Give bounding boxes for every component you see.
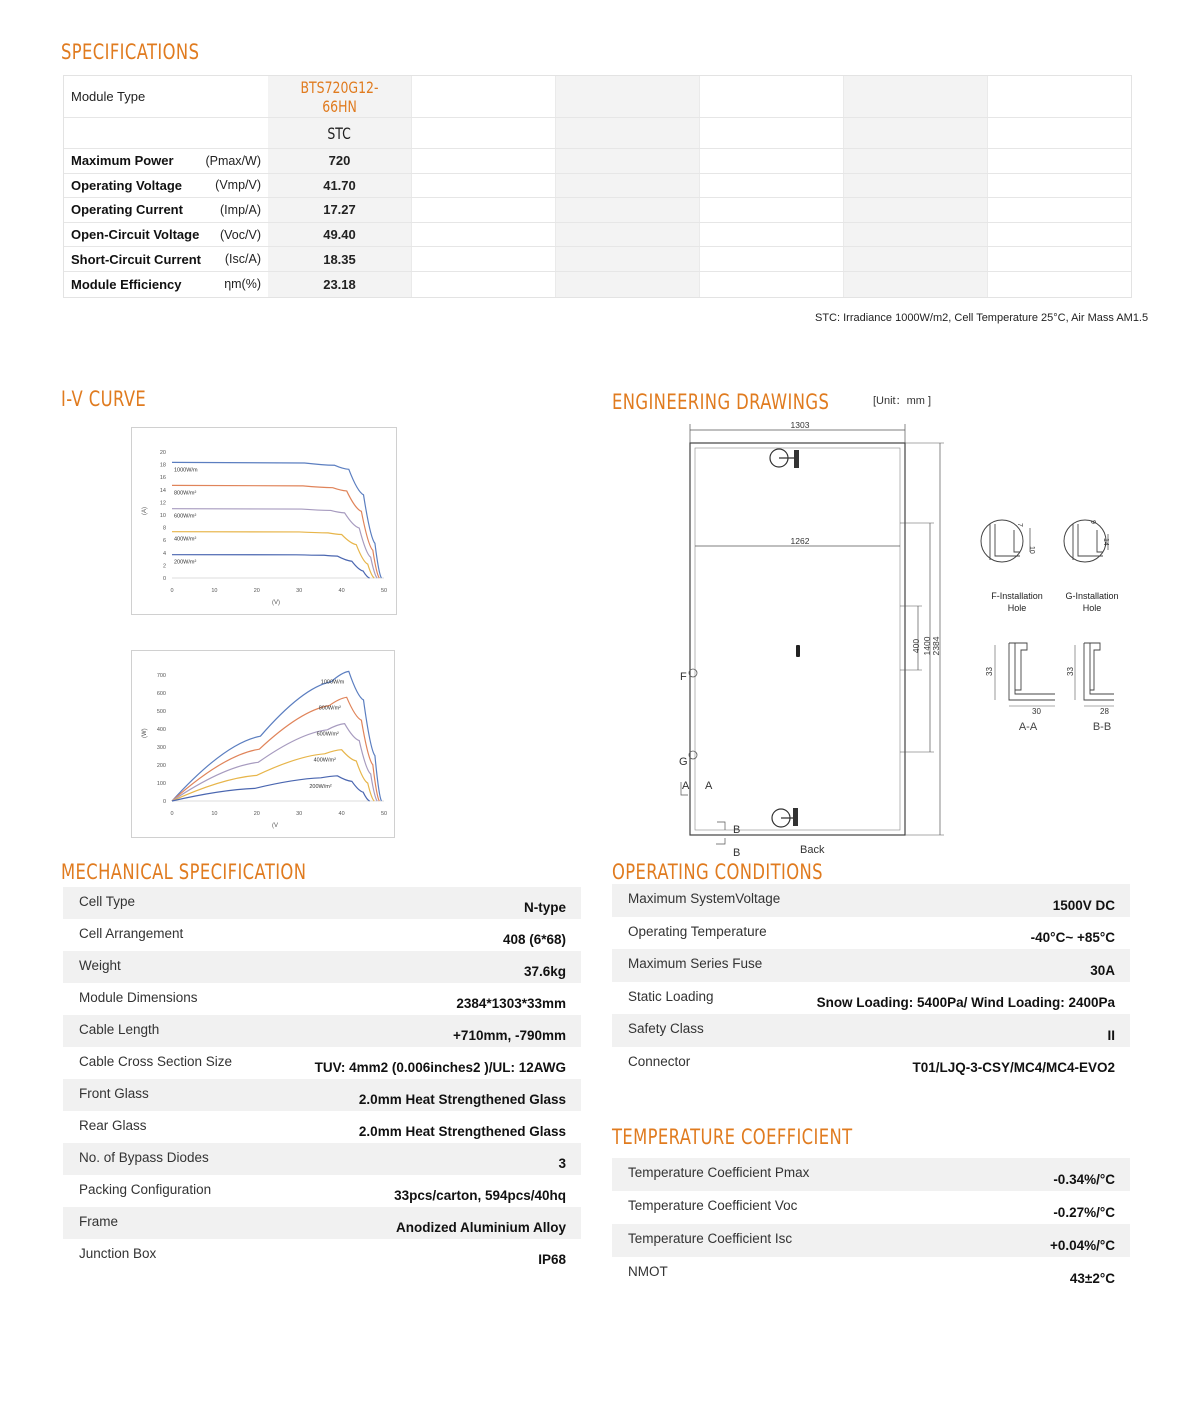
b-dim-width: 28 xyxy=(1100,707,1109,716)
module-inner-outline xyxy=(695,448,900,830)
kv-key: Weight xyxy=(79,958,121,973)
spec-value: 18.35 xyxy=(268,247,411,271)
spec-row xyxy=(64,174,1131,199)
module-outline xyxy=(690,443,905,835)
spec-value: 23.18 xyxy=(268,272,411,297)
kv-value: IP68 xyxy=(538,1252,566,1267)
spec-unit: (Vmp/V) xyxy=(215,178,261,193)
specifications-title: SPECIFICATIONS xyxy=(61,40,200,64)
g-dim-a: 9 xyxy=(1089,520,1096,524)
y-axis-label: (W) xyxy=(142,728,148,738)
kv-row xyxy=(63,1207,581,1239)
kv-row xyxy=(612,982,1130,1015)
kv-key: NMOT xyxy=(628,1264,668,1279)
x-tick-label: 30 xyxy=(296,811,303,817)
g-hole-label-1: G-Installation xyxy=(1065,591,1119,601)
kv-key: Frame xyxy=(79,1214,119,1229)
model-name: BTS720G12-66HN xyxy=(300,77,379,116)
kv-value: 30A xyxy=(1090,962,1115,978)
y-axis-label: (A) xyxy=(142,507,148,515)
kv-value: -40°C~ +85°C xyxy=(1030,930,1115,945)
section-a-label: A-A xyxy=(1018,721,1038,733)
spec-data-rows xyxy=(64,149,1131,297)
x-tick-label: 50 xyxy=(380,588,388,594)
condition-header: STC xyxy=(327,123,352,143)
kv-row xyxy=(612,917,1130,950)
engineering-drawing xyxy=(600,395,1180,865)
a-dim-height: 33 xyxy=(985,667,994,676)
kv-key: Operating Temperature xyxy=(628,923,767,939)
kv-value: 1500V DC xyxy=(1052,897,1115,913)
x-axis-label: (V xyxy=(272,823,278,829)
label-f: F xyxy=(680,671,687,683)
y-tick-label: 500 xyxy=(156,709,166,715)
series-label: 600W/m² xyxy=(316,731,339,738)
kv-row xyxy=(63,1175,581,1207)
spec-unit: (Pmax/W) xyxy=(205,153,261,168)
kv-value: T01/LJQ-3-CSY/MC4/MC4-EVO2 xyxy=(912,1060,1115,1075)
kv-key: Temperature Coefficient Pmax xyxy=(628,1165,810,1180)
pv-chart xyxy=(131,650,395,838)
x-tick-label: 10 xyxy=(211,811,218,817)
section-a-profile xyxy=(1009,643,1055,700)
spec-unit: (Voc/V) xyxy=(220,227,261,242)
kv-key: Cable Cross Section Size xyxy=(79,1054,233,1069)
dim-width: 1303 xyxy=(790,420,810,430)
spec-row xyxy=(64,198,1131,223)
y-tick-label: 12 xyxy=(159,500,166,507)
x-tick-label: 40 xyxy=(338,588,345,594)
kv-key: Temperature Coefficient Isc xyxy=(628,1231,793,1246)
a-dim-width: 30 xyxy=(1032,707,1041,716)
junction-bottom-icon xyxy=(793,808,798,826)
spec-unit: ηm(%) xyxy=(224,277,261,292)
series-label: 1000W/m xyxy=(320,679,345,686)
kv-value: 33pcs/carton, 594pcs/40hq xyxy=(394,1188,566,1203)
kv-row xyxy=(612,1257,1130,1290)
kv-value: 2384*1303*33mm xyxy=(456,996,566,1011)
series-line xyxy=(172,555,370,578)
y-tick-label: 400 xyxy=(156,727,166,733)
condition-row xyxy=(64,118,1131,149)
y-tick-label: 8 xyxy=(162,525,166,532)
kv-value: TUV: 4mm2 (0.006inches2 )/UL: 12AWG xyxy=(314,1060,566,1075)
dim-inner: 1262 xyxy=(790,536,810,546)
kv-row xyxy=(63,983,581,1015)
g-dim-b: 14 xyxy=(1102,538,1109,546)
kv-key: Static Loading xyxy=(628,988,714,1004)
f-hole-label-1: F-Installation xyxy=(991,591,1043,601)
kv-key: No. of Bypass Diodes xyxy=(79,1150,209,1165)
spec-unit: (Isc/A) xyxy=(224,252,261,267)
pv-chart-svg xyxy=(132,651,394,837)
iv-chart xyxy=(131,427,397,615)
spec-value: 720 xyxy=(268,149,411,173)
series-line xyxy=(172,509,377,578)
operating-title: OPERATING CONDITIONS xyxy=(612,860,823,884)
kv-row xyxy=(63,1079,581,1111)
kv-row xyxy=(612,884,1130,917)
kv-value: +0.04%/°C xyxy=(1049,1238,1115,1253)
y-tick-label: 300 xyxy=(156,745,166,751)
kv-row xyxy=(63,1047,581,1079)
spec-value: 41.70 xyxy=(268,174,411,198)
y-tick-label: 6 xyxy=(162,538,166,545)
kv-key: Cell Arrangement xyxy=(79,926,184,941)
temperature-title: TEMPERATURE COEFFICIENT xyxy=(612,1125,853,1149)
specifications-table xyxy=(63,75,1132,298)
spec-value: 17.27 xyxy=(268,198,411,222)
kv-row xyxy=(63,919,581,951)
kv-value: Snow Loading: 5400Pa/ Wind Loading: 2400Pa xyxy=(816,995,1115,1010)
kv-value: 2.0mm Heat Strengthened Glass xyxy=(358,1124,566,1139)
kv-key: Temperature Coefficient Voc xyxy=(628,1198,798,1213)
module-type-row xyxy=(64,76,1131,118)
x-tick-label: 0 xyxy=(170,588,174,594)
kv-value: -0.27%/°C xyxy=(1053,1205,1115,1220)
kv-key: Cable Length xyxy=(79,1022,160,1037)
spec-row xyxy=(64,247,1131,272)
kv-row xyxy=(612,1191,1130,1224)
label-a-right: A xyxy=(705,780,713,792)
kv-row xyxy=(63,1143,581,1175)
kv-key: Cell Type xyxy=(79,894,136,909)
kv-value: 43±2°C xyxy=(1069,1271,1115,1286)
iv-chart-svg xyxy=(132,428,396,614)
kv-row xyxy=(63,1111,581,1143)
mechanical-spec-list xyxy=(63,887,581,1271)
series-line xyxy=(172,750,374,801)
series-label: 400W/m² xyxy=(174,536,197,543)
spec-label: Open-Circuit Voltage xyxy=(71,227,200,243)
series-label: 600W/m² xyxy=(174,513,197,520)
y-tick-label: 20 xyxy=(159,450,166,456)
iv-curve-title: I-V CURVE xyxy=(61,387,147,411)
dim-1400: 1400 xyxy=(922,636,932,656)
section-b-label: B-B xyxy=(1092,721,1112,733)
x-tick-label: 20 xyxy=(253,811,260,817)
unit-label: [Unit：mm ] xyxy=(873,395,932,407)
kv-row xyxy=(612,1224,1130,1257)
spec-unit: (Imp/A) xyxy=(220,202,261,217)
kv-key: Maximum SystemVoltage xyxy=(628,891,781,906)
kv-row xyxy=(612,1014,1130,1047)
kv-value: +710mm, -790mm xyxy=(453,1028,566,1043)
kv-row xyxy=(612,949,1130,982)
f-dim-a: 7 xyxy=(1016,523,1023,527)
label-mark-icon xyxy=(796,645,800,657)
y-tick-label: 2 xyxy=(162,563,166,570)
series-label: 400W/m² xyxy=(313,757,336,764)
kv-row xyxy=(63,1015,581,1047)
y-tick-label: 0 xyxy=(162,799,166,805)
kv-key: Safety Class xyxy=(628,1021,704,1036)
y-tick-label: 700 xyxy=(156,673,166,679)
kv-row xyxy=(63,951,581,983)
x-tick-label: 40 xyxy=(338,811,345,817)
spec-value: 49.40 xyxy=(268,223,411,247)
module-type-label: Module Type xyxy=(71,89,146,104)
junction-top-icon xyxy=(794,450,799,468)
series-label: 1000W/m xyxy=(174,467,198,474)
label-b-top: B xyxy=(733,824,741,836)
spec-row xyxy=(64,272,1131,297)
x-tick-label: 50 xyxy=(380,811,388,817)
series-label: 800W/m² xyxy=(174,490,197,497)
f-dim-b: 10 xyxy=(1028,546,1035,554)
kv-value: 37.6kg xyxy=(523,964,566,979)
kv-key: Maximum Series Fuse xyxy=(628,956,763,971)
g-hole-label-2: Hole xyxy=(1082,603,1102,613)
label-a-left: A xyxy=(682,780,690,792)
label-b-bottom: B xyxy=(733,847,741,859)
spec-label: Short-Circuit Current xyxy=(71,251,201,267)
series-label: 800W/m² xyxy=(318,705,342,712)
kv-key: Packing Configuration xyxy=(79,1182,212,1197)
y-tick-label: 0 xyxy=(162,576,166,582)
kv-key: Rear Glass xyxy=(79,1118,147,1133)
label-back: Back xyxy=(800,844,825,856)
kv-value: 2.0mm Heat Strengthened Glass xyxy=(358,1092,566,1107)
spec-label: Operating Current xyxy=(71,202,183,218)
temperature-coefficient-list xyxy=(612,1158,1130,1290)
dim-2384: 2384 xyxy=(931,636,941,656)
y-tick-label: 16 xyxy=(159,475,166,482)
x-axis-label: (V) xyxy=(272,600,280,606)
spec-row xyxy=(64,223,1131,248)
stc-note: STC: Irradiance 1000W/m2, Cell Temperature 25°C, Air Mass AM1.5 xyxy=(815,312,1149,324)
kv-row xyxy=(63,887,581,919)
series-line xyxy=(172,697,379,801)
series-label: 200W/m² xyxy=(174,559,197,566)
f-hole-label-2: Hole xyxy=(1007,603,1027,613)
kv-key: Module Dimensions xyxy=(79,990,198,1005)
kv-key: Junction Box xyxy=(79,1246,157,1261)
kv-value: -0.34%/°C xyxy=(1053,1172,1115,1187)
b-dim-height: 33 xyxy=(1066,667,1075,676)
kv-row xyxy=(612,1158,1130,1191)
kv-key: Connector xyxy=(628,1053,691,1069)
kv-value: 408 (6*68) xyxy=(502,932,566,947)
y-tick-label: 4 xyxy=(162,550,166,557)
y-tick-label: 10 xyxy=(159,513,166,519)
x-tick-label: 20 xyxy=(253,588,260,594)
label-g: G xyxy=(679,756,688,768)
kv-value: N-type xyxy=(523,900,566,915)
x-tick-label: 30 xyxy=(296,588,303,594)
y-tick-label: 14 xyxy=(159,487,166,494)
kv-value: Anodized Aluminium Alloy xyxy=(396,1220,566,1235)
spec-label: Module Efficiency xyxy=(71,276,182,292)
spec-label: Operating Voltage xyxy=(71,177,182,193)
dim-400: 400 xyxy=(911,638,921,654)
section-b-profile xyxy=(1084,643,1114,700)
y-tick-label: 100 xyxy=(156,781,166,787)
x-tick-label: 0 xyxy=(170,811,174,817)
kv-row xyxy=(612,1047,1130,1080)
kv-key: Front Glass xyxy=(79,1086,149,1101)
operating-conditions-list xyxy=(612,884,1130,1079)
y-tick-label: 600 xyxy=(156,691,166,697)
y-tick-label: 200 xyxy=(156,763,166,769)
series-label: 200W/m² xyxy=(309,783,332,790)
x-tick-label: 10 xyxy=(211,588,218,594)
engineering-title: ENGINEERING DRAWINGS xyxy=(612,390,830,414)
spec-label: Maximum Power xyxy=(71,153,174,169)
mechanical-title: MECHANICAL SPECIFICATION xyxy=(61,860,307,884)
spec-row xyxy=(64,149,1131,174)
kv-row xyxy=(63,1239,581,1271)
kv-value: 3 xyxy=(558,1156,566,1171)
y-tick-label: 18 xyxy=(159,462,166,469)
kv-value: II xyxy=(1107,1027,1115,1043)
